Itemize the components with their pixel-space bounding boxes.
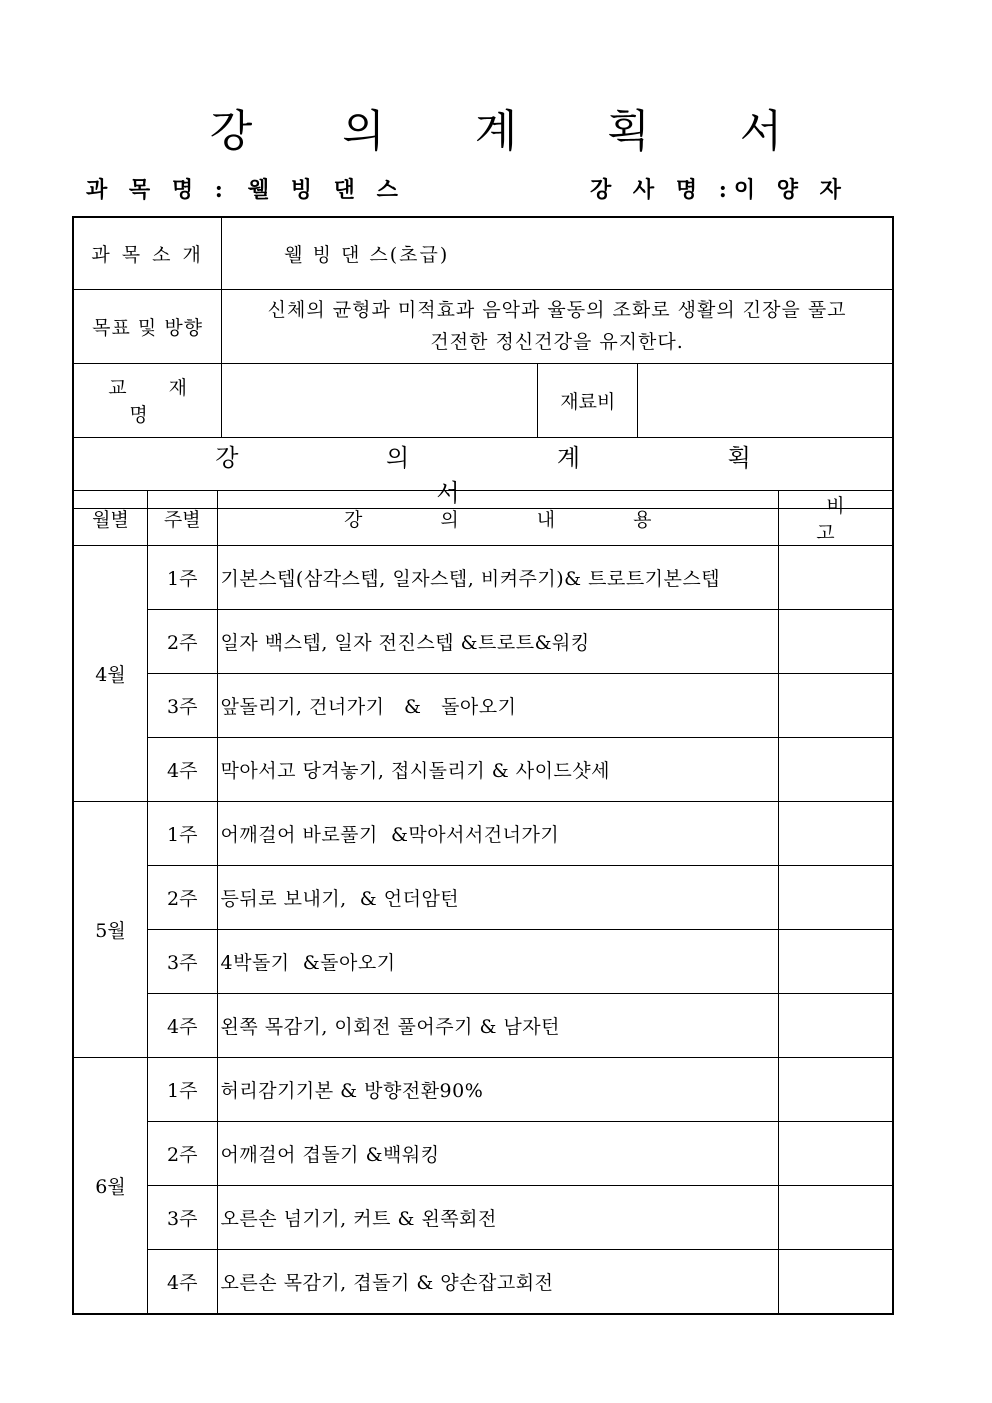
- subject-line: [86, 174, 405, 206]
- content-cell: 오른손 넘기기, 커트 & 왼쪽회전: [217, 1186, 778, 1250]
- document-title: 강 의 계 획 서: [209, 106, 821, 157]
- note-cell: [778, 674, 893, 738]
- material-fee-label: 재료비: [538, 363, 638, 437]
- course-info-table: [72, 216, 894, 509]
- table-row: [73, 994, 893, 1058]
- content-cell: 등뒤로 보내기, & 언더암턴: [217, 866, 778, 930]
- table-row: [73, 674, 893, 738]
- subject-value: 웰 빙 댄 스: [247, 177, 405, 203]
- content-cell: 어깨걸어 바로풀기 &막아서서건너가기: [217, 802, 778, 866]
- content-cell: 앞돌리기, 건너가기 & 돌아오기: [217, 674, 778, 738]
- week-cell: 4주: [147, 994, 217, 1058]
- plan-header-row: [73, 491, 893, 546]
- content-cell: 막아서고 당겨놓기, 접시돌리기 & 사이드샷세: [217, 738, 778, 802]
- goal-line-1: 신체의 균형과 미적효과 음악과 율동의 조화로 생활의 긴장을 풀고: [267, 299, 847, 321]
- note-cell: [778, 738, 893, 802]
- content-cell: 오른손 목감기, 겹돌기 & 양손잡고회전: [217, 1250, 778, 1314]
- week-cell: 4주: [147, 738, 217, 802]
- week-cell: 3주: [147, 1186, 217, 1250]
- goal-row: [73, 289, 893, 363]
- week-cell: 3주: [147, 930, 217, 994]
- instructor-value: 이 양 자: [733, 177, 848, 203]
- note-cell: [778, 1058, 893, 1122]
- week-cell: 2주: [147, 866, 217, 930]
- note-cell: [778, 1186, 893, 1250]
- note-header: 비 고: [778, 491, 893, 546]
- textbook-value: [222, 363, 538, 437]
- week-cell: 1주: [147, 546, 217, 610]
- table-row: [73, 738, 893, 802]
- course-intro-row: [73, 217, 893, 289]
- note-cell: [778, 610, 893, 674]
- table-row: [73, 1250, 893, 1314]
- month-cell: 6월: [73, 1058, 147, 1314]
- note-cell: [778, 994, 893, 1058]
- week-cell: 1주: [147, 802, 217, 866]
- table-row: [73, 930, 893, 994]
- goal-line-2: 건전한 정신건강을 유지한다.: [430, 331, 684, 353]
- goal-value: [222, 289, 893, 363]
- course-intro-label: 과 목 소 개: [73, 217, 222, 289]
- week-cell: 3주: [147, 674, 217, 738]
- note-cell: [778, 1122, 893, 1186]
- table-row: [73, 546, 893, 610]
- textbook-label: 교 재 명: [73, 363, 222, 437]
- material-fee-value: [638, 363, 893, 437]
- content-cell: 기본스텝(삼각스텝, 일자스텝, 비켜주기)& 트로트기본스텝: [217, 546, 778, 610]
- note-cell: [778, 930, 893, 994]
- content-cell: 4박돌기 &돌아오기: [217, 930, 778, 994]
- table-row: [73, 1058, 893, 1122]
- content-header: 강 의 내 용: [217, 491, 778, 546]
- content-cell: 왼쪽 목감기, 이회전 풀어주기 & 남자턴: [217, 994, 778, 1058]
- note-cell: [778, 546, 893, 610]
- week-cell: 4주: [147, 1250, 217, 1314]
- table-row: [73, 1186, 893, 1250]
- table-row: [73, 610, 893, 674]
- instructor-line: [590, 174, 848, 206]
- week-cell: 1주: [147, 1058, 217, 1122]
- textbook-row: [73, 363, 893, 437]
- note-cell: [778, 802, 893, 866]
- month-header: 월별: [73, 491, 147, 546]
- week-header: 주별: [147, 491, 217, 546]
- content-cell: 허리감기기본 & 방향전환90%: [217, 1058, 778, 1122]
- note-cell: [778, 1250, 893, 1314]
- goal-label: 목표 및 방향: [73, 289, 222, 363]
- table-row: [73, 866, 893, 930]
- note-cell: [778, 866, 893, 930]
- content-cell: 일자 백스텝, 일자 전진스텝 &트로트&워킹: [217, 610, 778, 674]
- table-row: [73, 1122, 893, 1186]
- subject-label: 과 목 명 :: [86, 177, 230, 203]
- content-cell: 어깨걸어 겹돌기 &백워킹: [217, 1122, 778, 1186]
- plan-section-title: 강 의 계 획 서: [73, 437, 893, 508]
- month-cell: 5월: [73, 802, 147, 1058]
- instructor-label: 강 사 명 :: [590, 177, 734, 203]
- week-cell: 2주: [147, 1122, 217, 1186]
- month-cell: 4월: [73, 546, 147, 802]
- table-row: [73, 802, 893, 866]
- lecture-plan-table: [72, 490, 894, 1315]
- course-intro-value: 웰 빙 댄 스(초급): [222, 217, 893, 289]
- week-cell: 2주: [147, 610, 217, 674]
